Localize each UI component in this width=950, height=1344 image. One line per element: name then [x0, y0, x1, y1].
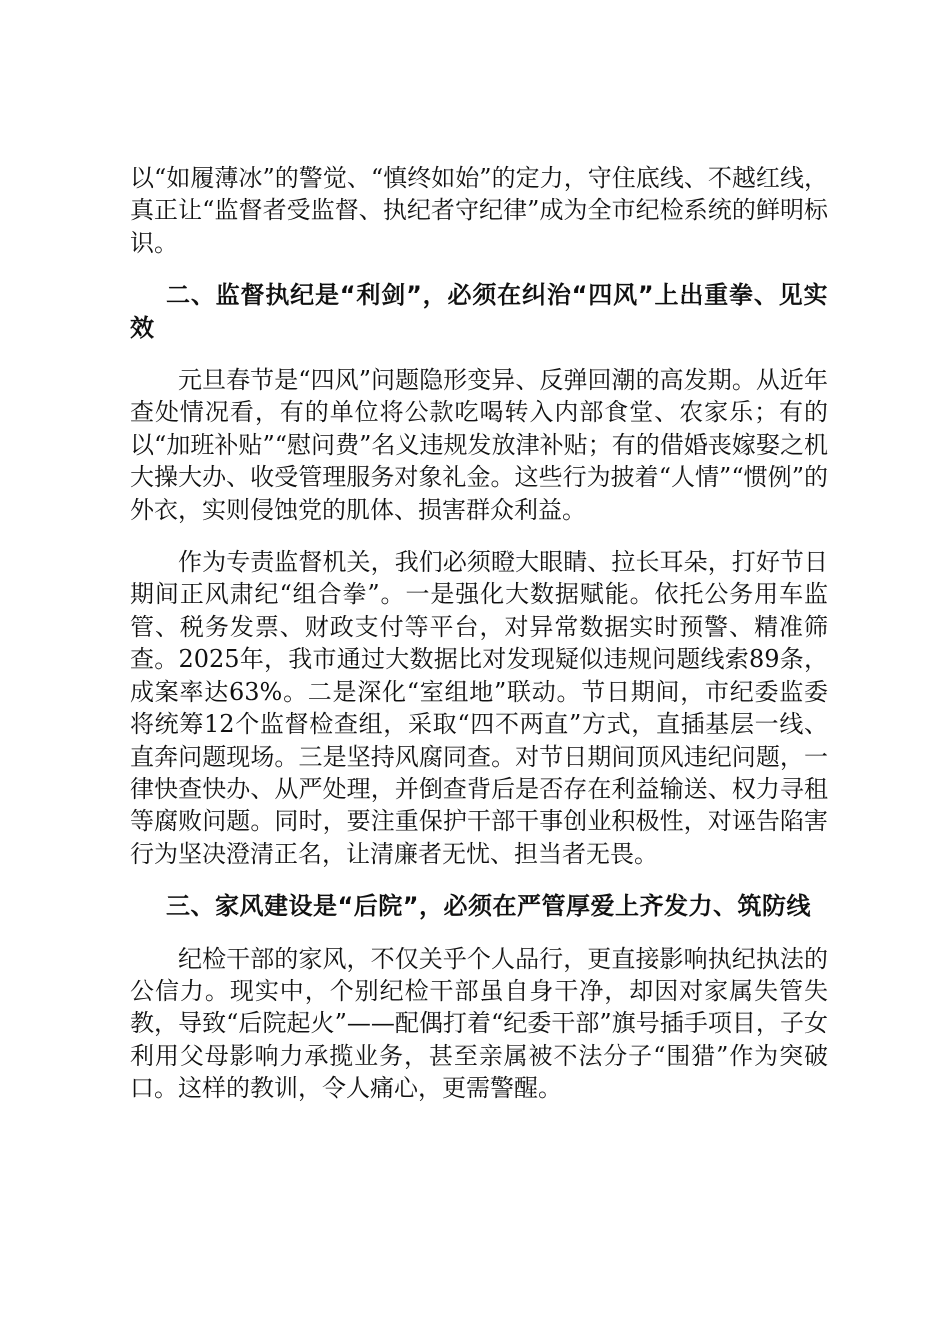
section-heading-supervision: 二、监督执纪是“利剑”，必须在纠治“四风”上出重拳、见实效 [130, 281, 828, 342]
section3-paragraph-1: 纪检干部的家风，不仅关乎个人品行，更直接影响执纪执法的公信力。现实中，个别纪检干部虽自身干净，却因对家属失管失教，导致“后院起火”——配偶打着“纪委干部”旗号插手项目，子女利用父母影响力承揽业务，甚至亲属被不法分子“围猎”作为突破口。这样的教训，令人痛心，更需警醒。 [130, 944, 828, 1103]
continuation-paragraph: 以“如履薄冰”的警觉、“慎终如始”的定力，守住底线、不越红线，真正让“监督者受监督、执纪者守纪律”成为全市纪检系统的鲜明标识。 [130, 164, 828, 257]
document-page [130, 162, 828, 1105]
section2-paragraph-2: 作为专责监督机关，我们必须瞪大眼睛、拉长耳朵，打好节日期间正风肃纪“组合拳”。一是强化大数据赋能。依托公务用车监管、税务发票、财政支付等平台，对异常数据实时预警、精准筛查。2025年，我市通过大数据比对发现疑似违规问题线索89条，成案率达63%。二是深化“室组地”联动。节日期间，市纪委监委将统筹12个监督检查组，采取“四不两直”方式，直插基层一线、直奔问题现场。三是坚持风腐同查。对节日期间顶风违纪问题，一律快查快办、从严处理，并倒查背后是否存在利益输送、权力寻租等腐败问题。同时，要注重保护干部干事创业积极性，对诬告陷害行为坚决澄清正名，让清廉者无忧、担当者无畏。 [130, 548, 828, 868]
section2-paragraph-1: 元旦春节是“四风”问题隐形变异、反弹回潮的高发期。从近年查处情况看，有的单位将公款吃喝转入内部食堂、农家乐；有的以“加班补贴”“慰问费”名义违规发放津补贴；有的借婚丧嫁娶之机大操大办、收受管理服务对象礼金。这些行为披着“人情”“惯例”的外衣，实则侵蚀党的肌体、损害群众利益。 [130, 366, 828, 524]
section-heading-family-style: 三、家风建设是“后院”，必须在严管厚爱上齐发力、筑防线 [166, 892, 812, 921]
